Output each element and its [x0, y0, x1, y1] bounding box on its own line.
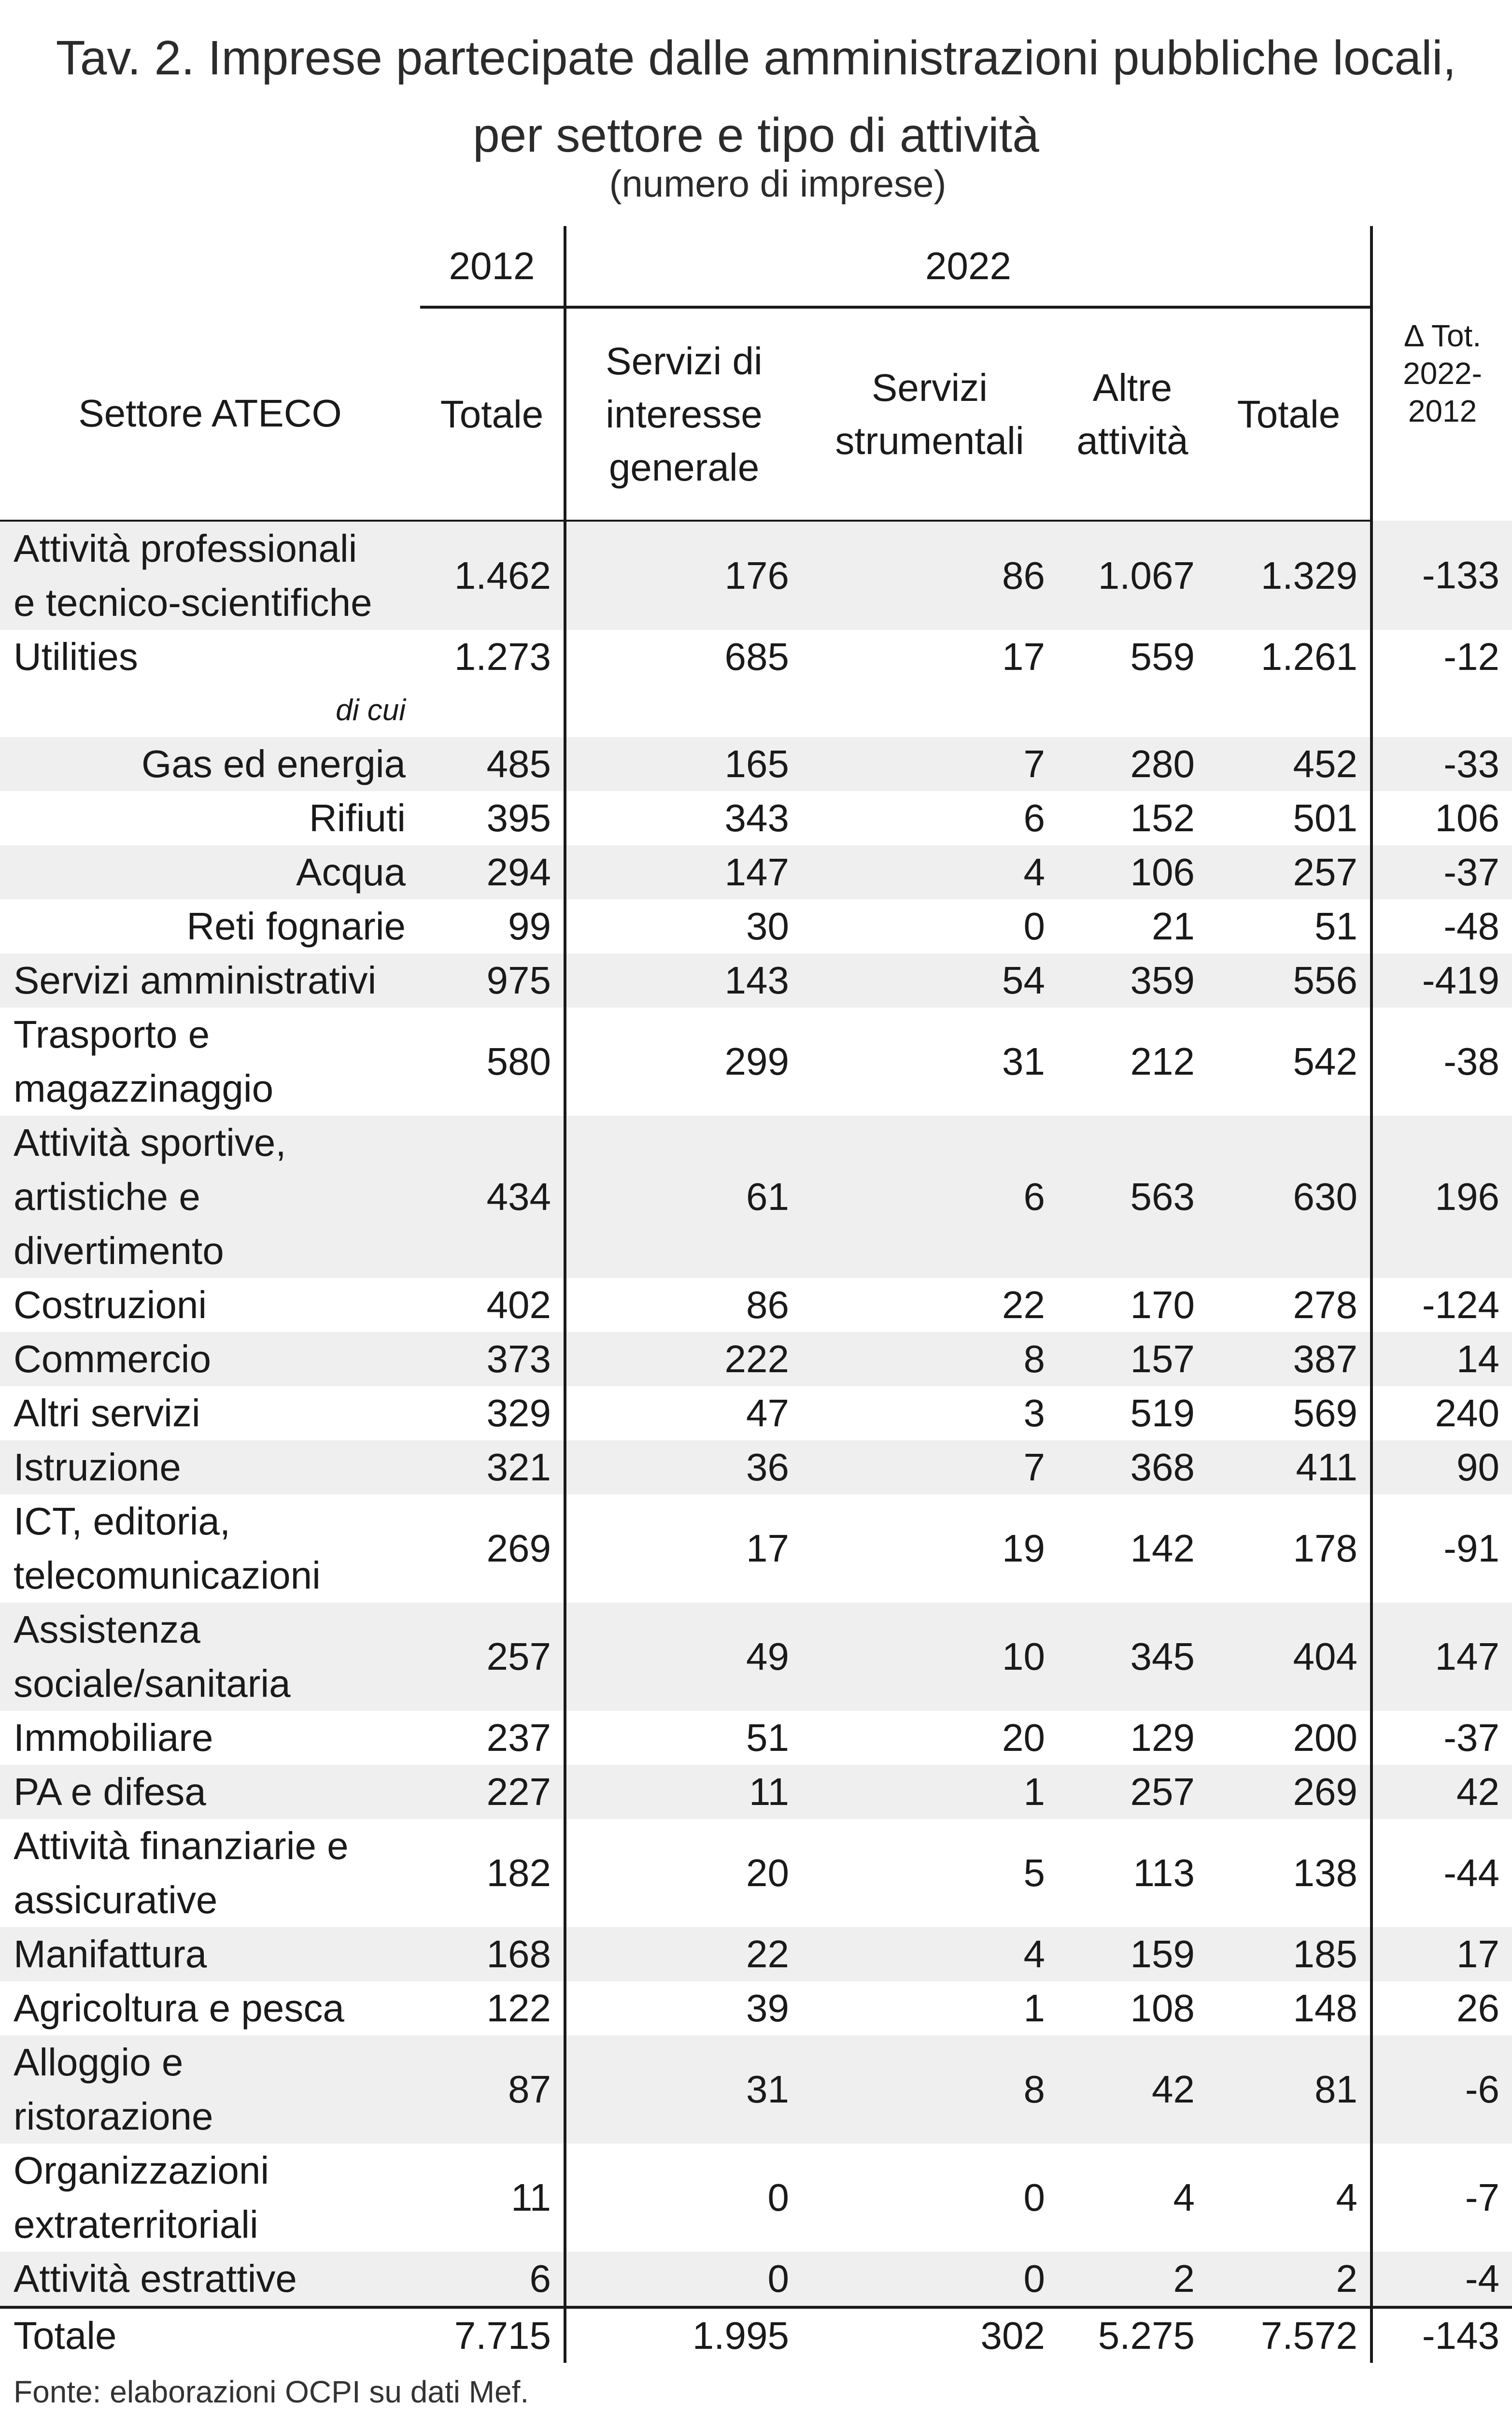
sector-label-line: Reti fognarie [186, 905, 406, 948]
header-year-2022: 2022 [565, 226, 1371, 307]
cell-altre-attivita: 42 [1058, 2035, 1207, 2144]
sector-label-line: sociale/sanitaria [14, 1662, 291, 1705]
header-delta-line-3: 2012 [1408, 394, 1477, 428]
table-row [0, 845, 1512, 899]
table-row [0, 2144, 1512, 2252]
sector-label-line: PA e difesa [14, 1770, 206, 1813]
sector-label-line: Immobiliare [14, 1716, 213, 1759]
cell-totale-2012: 294 [420, 845, 565, 899]
cell-delta: -6 [1371, 2035, 1512, 2144]
cell-altre-attivita: 152 [1130, 796, 1195, 839]
cell-totale-2022: 1.261 [1260, 635, 1358, 678]
cell-altre-attivita: 159 [1058, 1927, 1207, 1981]
cell-servizi-strumentali: 7 [802, 737, 1058, 791]
di-cui-empty-cell [420, 684, 565, 737]
row-sector-altri-servizi [0, 1386, 420, 1440]
header-altre-attivita-line-2: attività [1076, 419, 1188, 462]
cell-delta: 17 [1371, 1927, 1512, 1981]
sector-label-line: Servizi amministrativi [14, 959, 377, 1002]
cell-altre-attivita: 108 [1130, 1987, 1195, 2030]
cell-totale-2012: 11 [510, 2176, 551, 2219]
cell-servizi-interesse: 61 [565, 1116, 802, 1278]
header-blank [0, 226, 420, 307]
cell-totale-2012: 168 [420, 1927, 565, 1981]
header-servizi-interesse-line-2: interesse [606, 392, 763, 436]
row-sector-pa-difesa [0, 1765, 420, 1819]
cell-servizi-strumentali: 0 [1023, 2176, 1045, 2219]
cell-delta: 26 [1371, 1981, 1512, 2035]
cell-delta: -91 [1371, 1494, 1512, 1603]
row-sector-immobiliare [0, 1711, 420, 1765]
cell-servizi-interesse: 685 [565, 630, 802, 684]
sector-label-line: telecomunicazioni [14, 1554, 321, 1597]
row-sector-istruzione [0, 1440, 420, 1494]
sector-label-line: Gas ed energia [141, 742, 406, 785]
cell-servizi-strumentali: 19 [1002, 1527, 1045, 1570]
row-sector-manifattura [0, 1927, 420, 1981]
sector-label-line: Costruzioni [14, 1283, 207, 1326]
header-servizi-interesse [565, 307, 802, 521]
header-delta [1371, 226, 1512, 521]
sector-label-line: artistiche e [14, 1175, 200, 1218]
cell-totale-2012: 485 [420, 737, 565, 791]
cell-altre-attivita: 142 [1130, 1527, 1195, 1570]
table-title [0, 19, 1512, 174]
row-sector-alloggio [0, 2035, 420, 2144]
cell-totale-2012: 237 [486, 1716, 551, 1759]
header-year-row [0, 226, 1512, 307]
sector-label-line: Assistenza [14, 1608, 200, 1651]
cell-totale-2012: 1.462 [420, 521, 565, 630]
cell-servizi-interesse: 143 [565, 953, 802, 1008]
cell-totale-2022: 569 [1293, 1392, 1358, 1435]
cell-totale-2022: 178 [1293, 1527, 1358, 1570]
title-line-2: per settore e tipo di attività [473, 108, 1039, 162]
cell-delta: 106 [1371, 791, 1512, 845]
cell-totale-2022: 556 [1207, 953, 1371, 1008]
table-row [0, 953, 1512, 1008]
cell-delta: 14 [1371, 1332, 1512, 1386]
cell-totale-2012: 257 [420, 1603, 565, 1711]
cell-delta: -37 [1371, 1711, 1512, 1765]
total-row [0, 2307, 1512, 2363]
di-cui-empty-cell [1058, 684, 1207, 737]
cell-delta: -48 [1371, 899, 1512, 953]
cell-delta: -37 [1371, 845, 1512, 899]
cell-totale-2012: 329 [486, 1392, 551, 1435]
total-delta: -143 [1371, 2307, 1512, 2363]
table-row [0, 1494, 1512, 1603]
cell-delta: 240 [1371, 1386, 1512, 1440]
cell-totale-2012: 402 [486, 1283, 551, 1326]
table-row [0, 1819, 1512, 1927]
cell-servizi-interesse: 31 [565, 2035, 802, 2144]
header-servizi-interesse-line-1: Servizi di [606, 339, 763, 383]
cell-totale-2012: 87 [420, 2035, 565, 2144]
header-totale-2022: Totale [1207, 307, 1371, 521]
cell-totale-2012: 227 [420, 1765, 565, 1819]
header-servizi-strumentali-line-1: Servizi [871, 366, 988, 409]
table-row [0, 791, 1512, 845]
header-servizi-strumentali [802, 307, 1058, 521]
cell-servizi-interesse: 299 [565, 1008, 802, 1116]
table-row [0, 1386, 1512, 1440]
cell-altre-attivita: 129 [1130, 1716, 1195, 1759]
cell-altre-attivita: 212 [1130, 1040, 1195, 1083]
cell-totale-2022: 542 [1293, 1040, 1358, 1083]
cell-delta: -44 [1371, 1819, 1512, 1927]
cell-servizi-strumentali: 54 [802, 953, 1058, 1008]
sector-label-line: Commercio [14, 1337, 211, 1380]
sector-label-line: assicurative [14, 1878, 218, 1921]
row-sector-commercio [0, 1332, 420, 1386]
table-row [0, 521, 1512, 630]
cell-servizi-interesse: 20 [565, 1819, 802, 1927]
table-row [0, 1332, 1512, 1386]
row-sector-utilities [0, 630, 420, 684]
header-label-row [0, 307, 1512, 521]
header-delta-line-1: Δ Tot. [1403, 318, 1482, 353]
total-servizi-strumentali: 302 [802, 2307, 1058, 2363]
cell-servizi-interesse: 51 [565, 1711, 802, 1765]
cell-totale-2012: 122 [486, 1987, 551, 2030]
sector-label-line: Organizzazioni [14, 2149, 269, 2192]
cell-delta: -133 [1371, 521, 1512, 630]
sector-label-line: Agricoltura e pesca [14, 1987, 344, 2030]
cell-totale-2012: 373 [420, 1332, 565, 1386]
cell-servizi-interesse: 17 [565, 1494, 802, 1603]
cell-servizi-strumentali: 86 [802, 521, 1058, 630]
sector-label-line: Attività sportive, [14, 1121, 286, 1164]
cell-servizi-strumentali: 5 [1023, 1851, 1045, 1894]
sector-label-line: e tecnico-scientifiche [14, 581, 372, 624]
total-label: Totale [0, 2307, 420, 2363]
cell-totale-2022: 411 [1207, 1440, 1371, 1494]
cell-delta: -33 [1371, 737, 1512, 791]
total-servizi-interesse: 1.995 [565, 2307, 802, 2363]
cell-delta: 196 [1371, 1116, 1512, 1278]
row-sector-costruzioni [0, 1278, 420, 1332]
cell-servizi-interesse: 0 [565, 2144, 802, 2252]
cell-altre-attivita: 280 [1058, 737, 1207, 791]
row-sector-attivita-professionali [0, 521, 420, 630]
cell-servizi-strumentali: 31 [1002, 1040, 1045, 1083]
table-row [0, 1116, 1512, 1278]
table-row [0, 1765, 1512, 1819]
cell-totale-2022: 2 [1207, 2252, 1371, 2307]
sector-label-line: Attività estrattive [14, 2257, 297, 2300]
cell-totale-2012: 269 [486, 1527, 551, 1570]
cell-totale-2022: 630 [1207, 1116, 1371, 1278]
cell-totale-2012: 1.273 [454, 635, 551, 678]
table-row [0, 1440, 1512, 1494]
cell-totale-2022: 200 [1293, 1716, 1358, 1759]
cell-altre-attivita: 519 [1130, 1392, 1195, 1435]
cell-totale-2022: 257 [1207, 845, 1371, 899]
cell-servizi-interesse: 86 [565, 1278, 802, 1332]
total-totale-2012: 7.715 [420, 2307, 565, 2363]
cell-servizi-strumentali: 20 [1002, 1716, 1045, 1759]
table-row [0, 737, 1512, 791]
sector-label-line: ristorazione [14, 2095, 213, 2138]
cell-delta: -4 [1371, 2252, 1512, 2307]
di-cui-label: di cui [336, 694, 406, 727]
cell-servizi-strumentali: 4 [802, 1927, 1058, 1981]
cell-servizi-interesse: 47 [565, 1386, 802, 1440]
cell-altre-attivita: 359 [1058, 953, 1207, 1008]
cell-totale-2022: 278 [1293, 1283, 1358, 1326]
cell-servizi-interesse: 0 [565, 2252, 802, 2307]
cell-servizi-interesse: 11 [565, 1765, 802, 1819]
data-table [0, 226, 1512, 2363]
cell-altre-attivita: 21 [1152, 905, 1195, 948]
sector-label-line: Attività professionali [14, 527, 357, 570]
row-sector-organizzazioni [0, 2144, 420, 2252]
cell-servizi-interesse: 343 [565, 791, 802, 845]
cell-servizi-strumentali: 8 [802, 2035, 1058, 2144]
cell-totale-2012: 99 [508, 905, 551, 948]
sector-label-line: Istruzione [14, 1446, 181, 1489]
total-totale-2022: 7.572 [1207, 2307, 1371, 2363]
cell-altre-attivita: 1.067 [1058, 521, 1207, 630]
cell-servizi-interesse: 49 [565, 1603, 802, 1711]
cell-totale-2012: 6 [420, 2252, 565, 2307]
row-sector-servizi-amministrativi [0, 953, 420, 1008]
cell-delta: -38 [1371, 1008, 1512, 1116]
table-row [0, 2035, 1512, 2144]
title-line-1: Tav. 2. Imprese partecipate dalle amministrazioni pubbliche locali, [56, 31, 1456, 85]
row-sector-gas-energia [0, 737, 420, 791]
di-cui-empty-cell [802, 684, 1058, 737]
cell-totale-2012: 182 [486, 1851, 551, 1894]
cell-servizi-strumentali: 17 [1002, 635, 1045, 678]
header-altre-attivita-line-1: Altre [1092, 366, 1173, 409]
sector-label-line: magazzinaggio [14, 1067, 274, 1110]
cell-altre-attivita: 2 [1058, 2252, 1207, 2307]
row-sector-reti-fognarie [0, 899, 420, 953]
cell-servizi-strumentali: 6 [1023, 796, 1045, 839]
row-sector-ict [0, 1494, 420, 1603]
sector-label-line: Trasporto e [14, 1013, 210, 1056]
cell-altre-attivita: 345 [1058, 1603, 1207, 1711]
header-servizi-strumentali-line-2: strumentali [835, 419, 1024, 462]
cell-delta: 90 [1371, 1440, 1512, 1494]
cell-totale-2012: 434 [420, 1116, 565, 1278]
cell-totale-2022: 387 [1207, 1332, 1371, 1386]
row-sector-assistenza [0, 1603, 420, 1711]
cell-delta: 42 [1371, 1765, 1512, 1819]
cell-totale-2022: 452 [1207, 737, 1371, 791]
total-altre-attivita: 5.275 [1058, 2307, 1207, 2363]
table-row [0, 630, 1512, 684]
cell-servizi-strumentali: 22 [1002, 1283, 1045, 1326]
unit-caption: (numero di imprese) [609, 162, 947, 205]
table-row [0, 1008, 1512, 1116]
cell-totale-2012: 975 [420, 953, 565, 1008]
sector-label-line: Manifattura [14, 1932, 207, 1975]
cell-servizi-strumentali: 0 [1023, 905, 1045, 948]
sector-label-line: ICT, editoria, [14, 1500, 231, 1543]
cell-altre-attivita: 559 [1130, 635, 1195, 678]
sector-label-line: Altri servizi [14, 1392, 200, 1435]
source-note: Fonte: elaborazioni OCPI su dati Mef. [14, 2374, 529, 2409]
di-cui-empty-cell [565, 684, 802, 737]
cell-servizi-interesse: 222 [565, 1332, 802, 1386]
cell-servizi-interesse: 39 [565, 1981, 802, 2035]
cell-altre-attivita: 257 [1058, 1765, 1207, 1819]
cell-servizi-strumentali: 3 [1023, 1392, 1045, 1435]
di-cui-row [0, 684, 1512, 737]
table-row [0, 1927, 1512, 1981]
table-row [0, 1278, 1512, 1332]
cell-altre-attivita: 368 [1058, 1440, 1207, 1494]
cell-servizi-interesse: 176 [565, 521, 802, 630]
cell-totale-2022: 185 [1207, 1927, 1371, 1981]
sector-label-line: Alloggio e [14, 2041, 184, 2084]
cell-delta: -124 [1371, 1278, 1512, 1332]
cell-altre-attivita: 157 [1058, 1332, 1207, 1386]
row-sector-rifiuti [0, 791, 420, 845]
cell-totale-2022: 138 [1293, 1851, 1358, 1894]
cell-altre-attivita: 113 [1133, 1851, 1195, 1894]
cell-servizi-interesse: 165 [565, 737, 802, 791]
cell-servizi-strumentali: 10 [802, 1603, 1058, 1711]
header-servizi-interesse-line-3: generale [608, 445, 760, 489]
header-year-2012: 2012 [420, 226, 565, 307]
cell-totale-2022: 51 [1314, 905, 1358, 948]
cell-altre-attivita: 170 [1130, 1283, 1195, 1326]
cell-totale-2022: 81 [1207, 2035, 1371, 2144]
cell-servizi-strumentali: 6 [802, 1116, 1058, 1278]
row-sector-attivita-estrattive [0, 2252, 420, 2307]
header-totale-2012: Totale [420, 307, 565, 521]
cell-delta: -12 [1371, 630, 1512, 684]
cell-totale-2022: 404 [1207, 1603, 1371, 1711]
cell-totale-2012: 580 [486, 1040, 551, 1083]
sector-label-line: Acqua [296, 851, 406, 894]
cell-servizi-strumentali: 0 [802, 2252, 1058, 2307]
table-row [0, 2252, 1512, 2307]
cell-servizi-strumentali: 4 [802, 845, 1058, 899]
cell-totale-2012: 395 [486, 796, 551, 839]
cell-delta: -419 [1371, 953, 1512, 1008]
cell-totale-2022: 1.329 [1207, 521, 1371, 630]
cell-servizi-interesse: 147 [565, 845, 802, 899]
header-delta-line-2: 2022- [1403, 356, 1482, 391]
cell-servizi-interesse: 30 [565, 899, 802, 953]
cell-totale-2022: 501 [1293, 796, 1358, 839]
cell-totale-2022: 4 [1336, 2176, 1358, 2219]
table-row [0, 1981, 1512, 2035]
sector-label-line: Utilities [14, 635, 138, 678]
header-sector: Settore ATECO [0, 307, 420, 521]
sector-label-line: Rifiuti [309, 796, 406, 839]
sector-label-line: Attività finanziarie e [14, 1824, 349, 1867]
di-cui-empty-cell [1371, 684, 1512, 737]
sector-label-line: extraterritoriali [14, 2203, 258, 2246]
cell-totale-2012: 321 [420, 1440, 565, 1494]
row-sector-attivita-sportive [0, 1116, 420, 1278]
di-cui-empty-cell [1207, 684, 1371, 737]
cell-delta: -7 [1371, 2144, 1512, 2252]
table-row [0, 1603, 1512, 1711]
table-row [0, 899, 1512, 953]
cell-altre-attivita: 4 [1173, 2176, 1195, 2219]
cell-totale-2022: 148 [1293, 1987, 1358, 2030]
cell-servizi-interesse: 22 [565, 1927, 802, 1981]
row-sector-trasporto [0, 1008, 420, 1116]
cell-altre-attivita: 106 [1058, 845, 1207, 899]
cell-altre-attivita: 563 [1058, 1116, 1207, 1278]
row-sector-agricoltura [0, 1981, 420, 2035]
row-sector-acqua [0, 845, 420, 899]
table-row [0, 1711, 1512, 1765]
cell-servizi-strumentali: 7 [802, 1440, 1058, 1494]
cell-servizi-strumentali: 1 [1023, 1987, 1045, 2030]
row-sector-attivita-finanziarie [0, 1819, 420, 1927]
cell-servizi-strumentali: 8 [802, 1332, 1058, 1386]
cell-servizi-interesse: 36 [565, 1440, 802, 1494]
cell-servizi-strumentali: 1 [802, 1765, 1058, 1819]
cell-delta: 147 [1371, 1603, 1512, 1711]
cell-totale-2022: 269 [1207, 1765, 1371, 1819]
header-altre-attivita [1058, 307, 1207, 521]
sector-label-line: divertimento [14, 1229, 224, 1272]
